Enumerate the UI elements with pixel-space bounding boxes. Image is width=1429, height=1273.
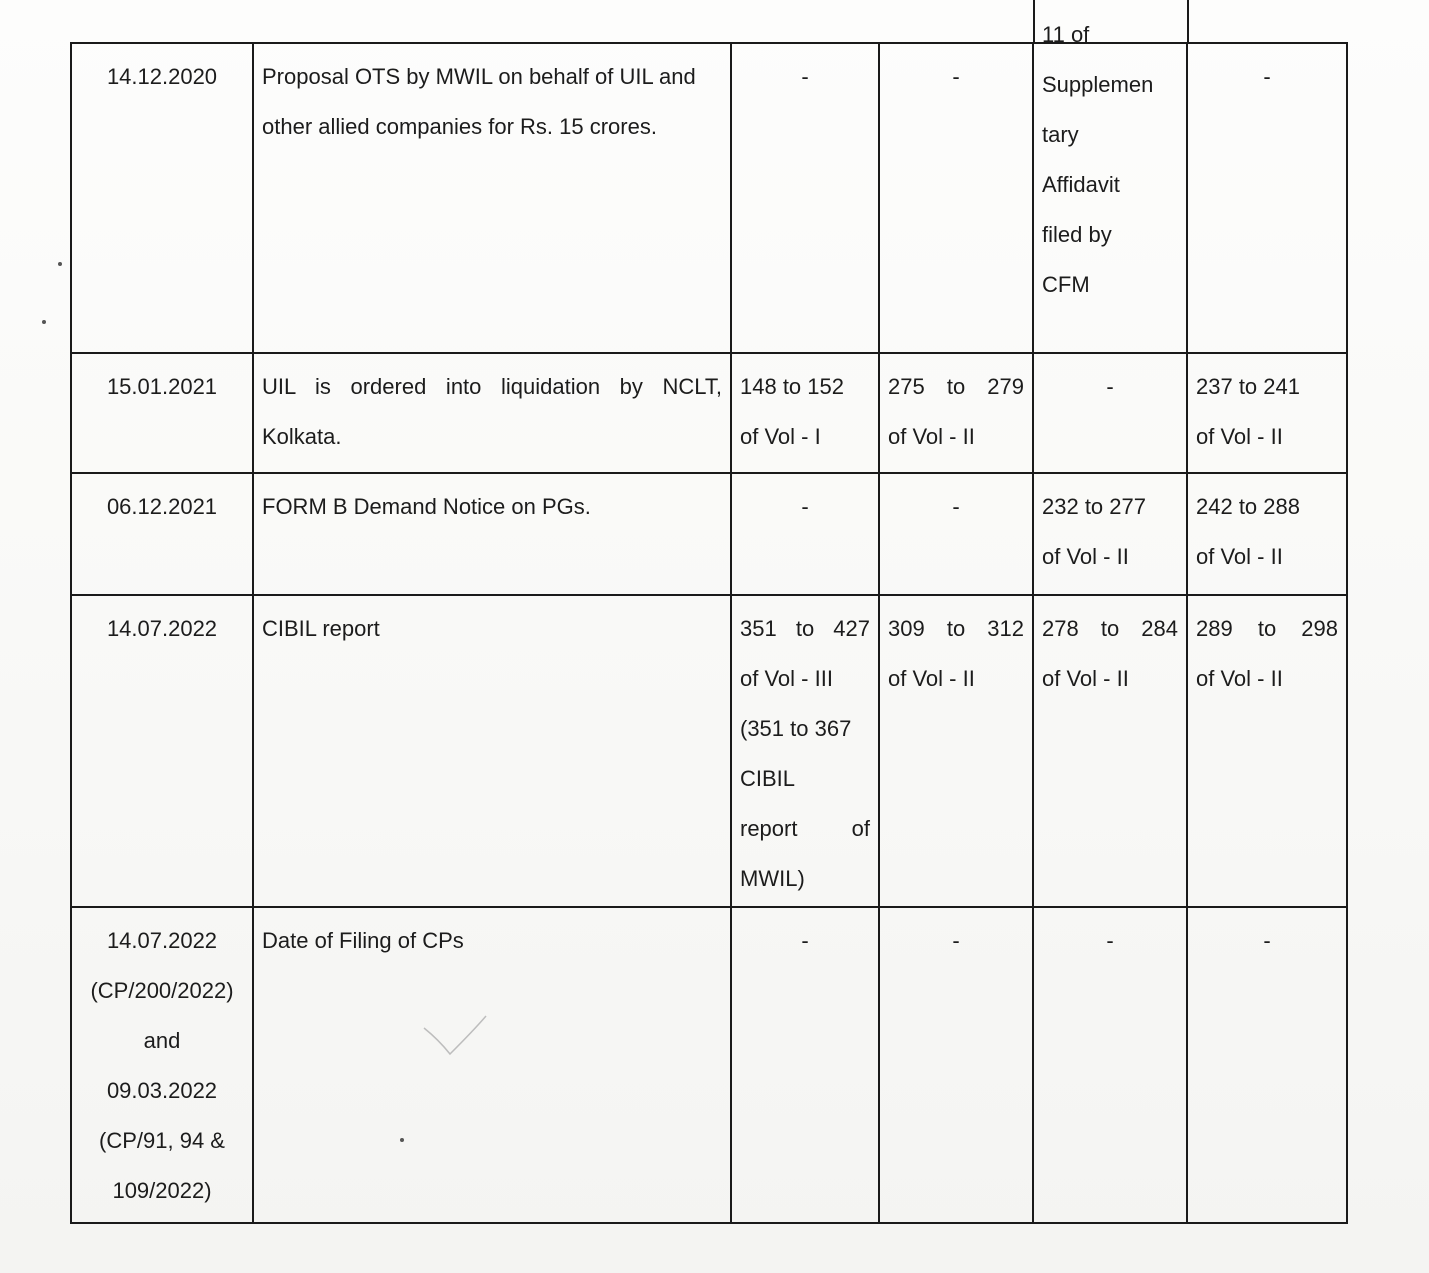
col4-cell: -	[879, 473, 1033, 595]
date-cell: 15.01.2021	[71, 353, 253, 473]
col5-cell: -	[1033, 353, 1187, 473]
table-row	[71, 473, 1347, 595]
description-cell: UIL is ordered into liquidation by NCLT, Kolkata.	[253, 353, 731, 473]
col4-cell: 275 to 279 of Vol - II	[879, 353, 1033, 473]
col3-cell: 351 to 427 of Vol - III (351 to 367 CIBIL report of MWIL)	[731, 595, 879, 907]
col3-cell: -	[731, 473, 879, 595]
col4-cell: -	[879, 907, 1033, 1223]
col3-cell: -	[731, 907, 879, 1223]
table-row	[71, 43, 1347, 353]
col4-cell: -	[879, 43, 1033, 353]
col6-cell: -	[1187, 907, 1347, 1223]
pen-tick-mark	[420, 1010, 490, 1060]
col4-cell: 309 to 312 of Vol - II	[879, 595, 1033, 907]
col5-cell: 232 to 277 of Vol - II	[1033, 473, 1187, 595]
table-row	[71, 907, 1347, 1223]
col5-cell: 278 to 284 of Vol - II	[1033, 595, 1187, 907]
col5-cell: -	[1033, 907, 1187, 1223]
paper-speck	[42, 320, 46, 324]
col6-cell: -	[1187, 43, 1347, 353]
col3-cell: 148 to 152 of Vol - I	[731, 353, 879, 473]
paper-speck	[400, 1138, 404, 1142]
paper-speck	[58, 262, 62, 266]
description-cell: CIBIL report	[253, 595, 731, 907]
description-cell: FORM B Demand Notice on PGs.	[253, 473, 731, 595]
col6-cell: 289 to 298 of Vol - II	[1187, 595, 1347, 907]
date-cell: 14.07.2022 (CP/200/2022) and 09.03.2022 (CP/91, 94 & 109/2022)	[71, 907, 253, 1223]
table-row	[71, 353, 1347, 473]
date-cell: 14.07.2022	[71, 595, 253, 907]
col6-cell: 242 to 288 of Vol - II	[1187, 473, 1347, 595]
description-cell: Date of Filing of CPs	[253, 907, 731, 1223]
table-row	[71, 595, 1347, 907]
col6-cell: 237 to 241 of Vol - II	[1187, 353, 1347, 473]
chronology-table	[70, 22, 1348, 1224]
description-cell: Proposal OTS by MWIL on behalf of UIL and other allied companies for Rs. 15 crores.	[253, 43, 731, 353]
date-cell: 14.12.2020	[71, 43, 253, 353]
date-cell: 06.12.2021	[71, 473, 253, 595]
col5-cell: 11 of Supplemen tary Affidavit filed by CFM	[1033, 43, 1187, 353]
col3-cell: -	[731, 43, 879, 353]
